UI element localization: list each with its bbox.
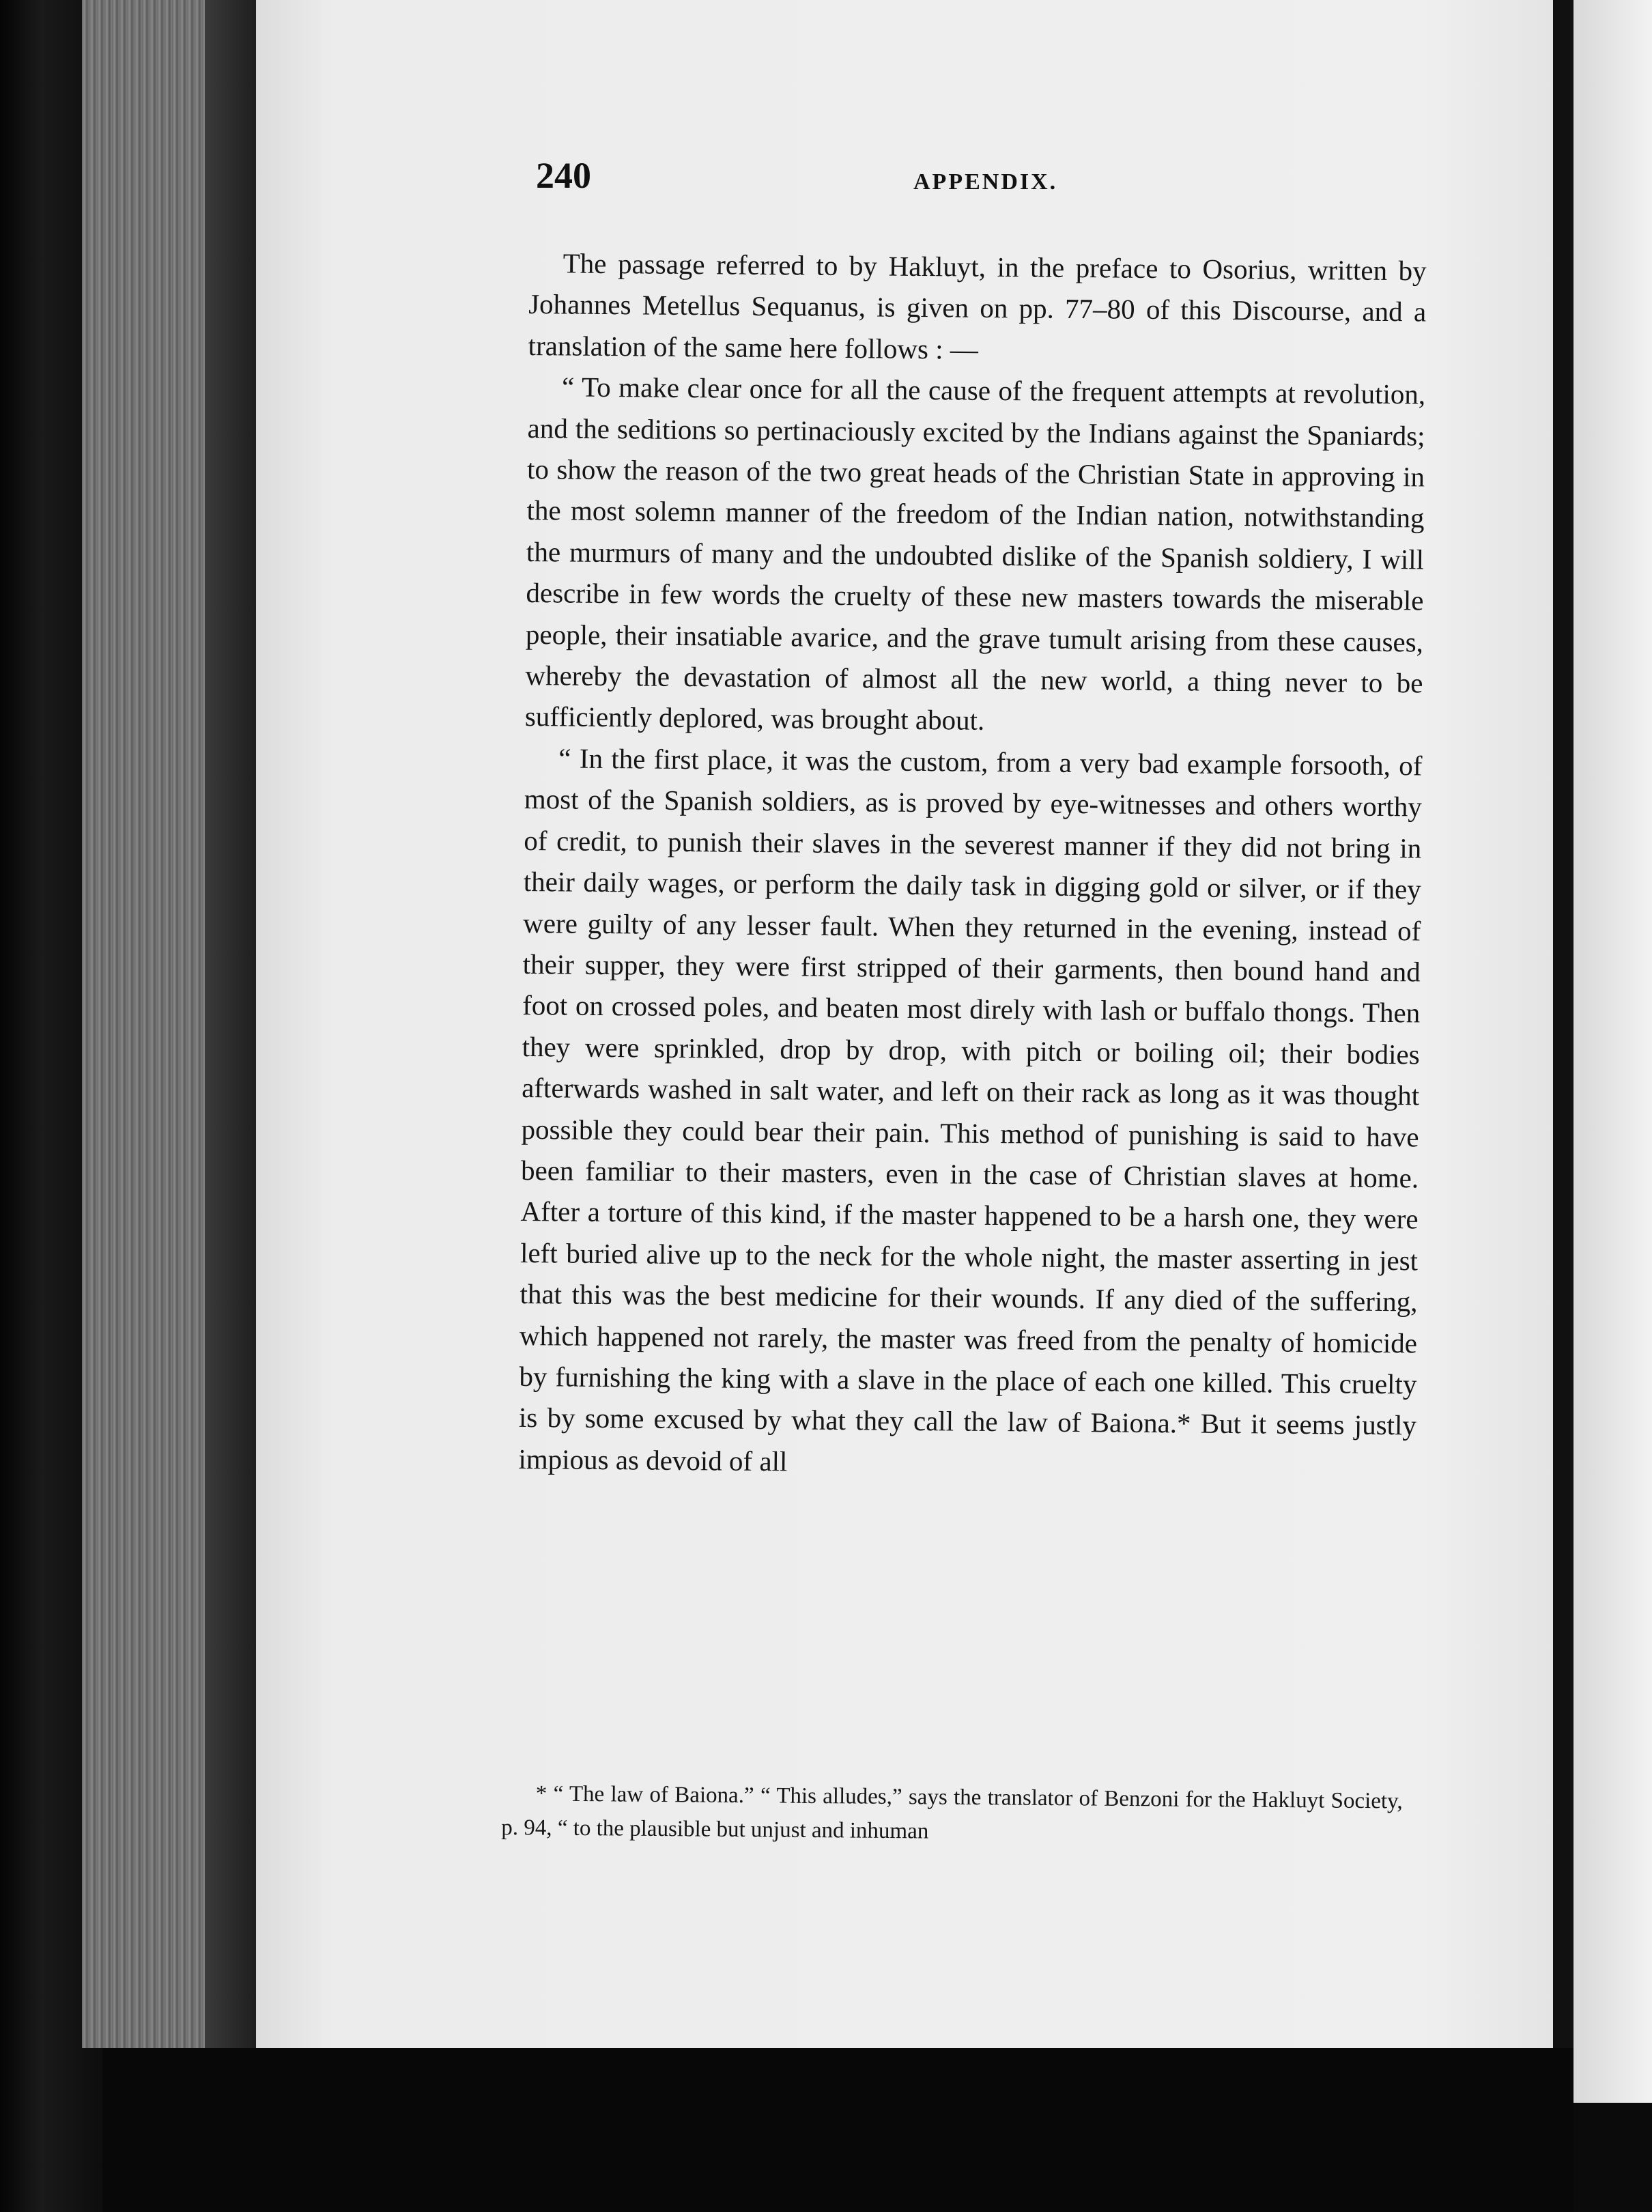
page-number: 240: [536, 155, 591, 196]
page-header: [536, 154, 1406, 202]
running-head: APPENDIX.: [913, 169, 1058, 195]
paragraph-quotation-2: “ In the first place, it was the custom, from a very bad example forsooth, of most of the Spanish soldiers, as is proved by eye-witnesses and others worthy of credit, to punish their slaves in the severest manner if they did not bring in their daily wages, or perform the daily task in digging gold or silver, or if they were guilty of any lesser fault. When they returned in the evening, instead of their supper, they were first stripped of their garments, then bound hand and foot on crossed poles, and beaten most direly with lash or buffalo thongs. Then they were sprinkled, drop by drop, with pitch or boiling oil; their bodies afterwards washed in salt water, and left on their rack as long as it was thought possible they could bear their pain. This method of punishing is said to have been familiar to their masters, even in the case of Christian slaves at home. After a torture of this kind, if the master happened to be a harsh one, they were left buried alive up to the neck for the whole night, the master asserting in jest that this was the best medicine for their wounds. If any died of the suffering, which happened not rarely, the master was freed from the penalty of homicide by furnishing the king with a slave in the place of each one killed. This cruelty is by some excused by what they call the law of Baiona.* But it seems justly impious as devoid of all: [518, 742, 1423, 1477]
paragraph-quotation-1: “ To make clear once for all the cause of the frequent attempts at revolution, and the seditions so pertinaciously excited by the Indians against the Spaniards; to show the reason of the two great heads of the Christian State in approving in the most solemn manner of the freedom of the Indian nation, notwithstanding the murmurs of many and the undoubted dislike of the Spanish soldiery, I will describe in few words the cruelty of these new masters towards the miserable people, their insatiable avarice, and the grave tumult arising from these causes, whereby the devastation of almost all the new world, a thing never to be sufficiently deplored, was brought about.: [524, 371, 1426, 737]
gutter: [1553, 0, 1573, 2103]
body-text: [518, 242, 1427, 1488]
facing-page-edge: [1573, 0, 1652, 2103]
page-edge-shadow: [205, 0, 259, 2048]
paragraph-intro: The passage referred to by Hakluyt, in the preface to Osorius, written by Johannes Metellus Sequanus, is given on pp. 77–80 of this Discourse, and a translation of the same here follows : —: [528, 247, 1427, 365]
scan-background: [102, 2048, 1573, 2212]
footnote: * “ The law of Baiona.” “ This alludes,” says the translator of Benzoni for the Hakluyt Society, p. 94, “ to the plausible but unjust and inhuman: [501, 1781, 1403, 1844]
